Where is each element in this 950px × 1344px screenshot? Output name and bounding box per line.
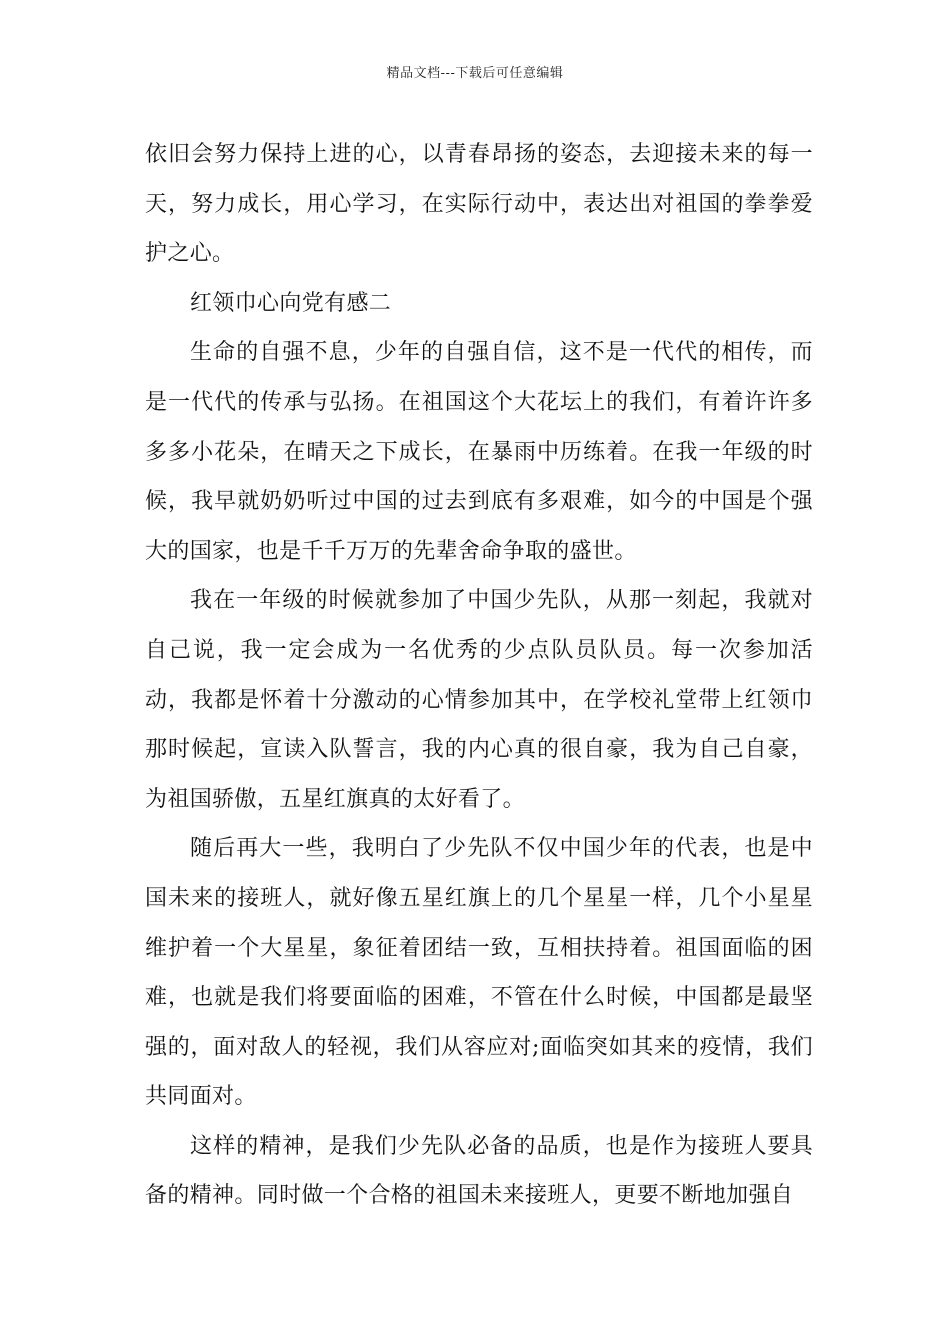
section-heading: 红领巾心向党有感二 [190, 290, 392, 316]
paragraph: 随后再大一些，我明白了少先队不仅中国少年的代表，也是中国未来的接班人，就好像五星红旗上的几个星星一样，几个小星星维护着一个大星星，象征着团结一致，互相扶持着。祖国面临的困难，也就是我们将要面临的困难，不管在什么时候，中国都是最坚强的，面对敌人的轻视，我们从容应对;面临突如其来的疫情，我们共同面对。 [145, 836, 813, 1110]
paragraph: 我在一年级的时候就参加了中国少先队，从那一刻起，我就对自己说，我一定会成为一名优秀的少点队员队员。每一次参加活动，我都是怀着十分激动的心情参加其中，在学校礼堂带上红领巾那时候起，宣读入队誓言，我的内心真的很自豪，我为自己自豪，为祖国骄傲，五星红旗真的太好看了。 [145, 588, 813, 812]
document-body [145, 130, 813, 1221]
page-header: 精品文档---下载后可任意编辑 [386, 66, 564, 81]
paragraph-continuation: 依旧会努力保持上进的心，以青春昂扬的姿态，去迎接未来的每一天，努力成长，用心学习，在实际行动中，表达出对祖国的拳拳爱护之心。 [145, 142, 813, 267]
paragraph: 这样的精神，是我们少先队必备的品质，也是作为接班人要具备的精神。同时做一个合格的祖国未来接班人，更要不断地加强自 [145, 1133, 813, 1209]
paragraph: 生命的自强不息，少年的自强自信，这不是一代代的相传，而是一代代的传承与弘扬。在祖国这个大花坛上的我们，有着许许多多多小花朵，在晴天之下成长，在暴雨中历练着。在我一年级的时候，我早就奶奶听过中国的过去到底有多艰难，如今的中国是个强大的国家，也是千千万万的先辈舍命争取的盛世。 [145, 340, 813, 564]
